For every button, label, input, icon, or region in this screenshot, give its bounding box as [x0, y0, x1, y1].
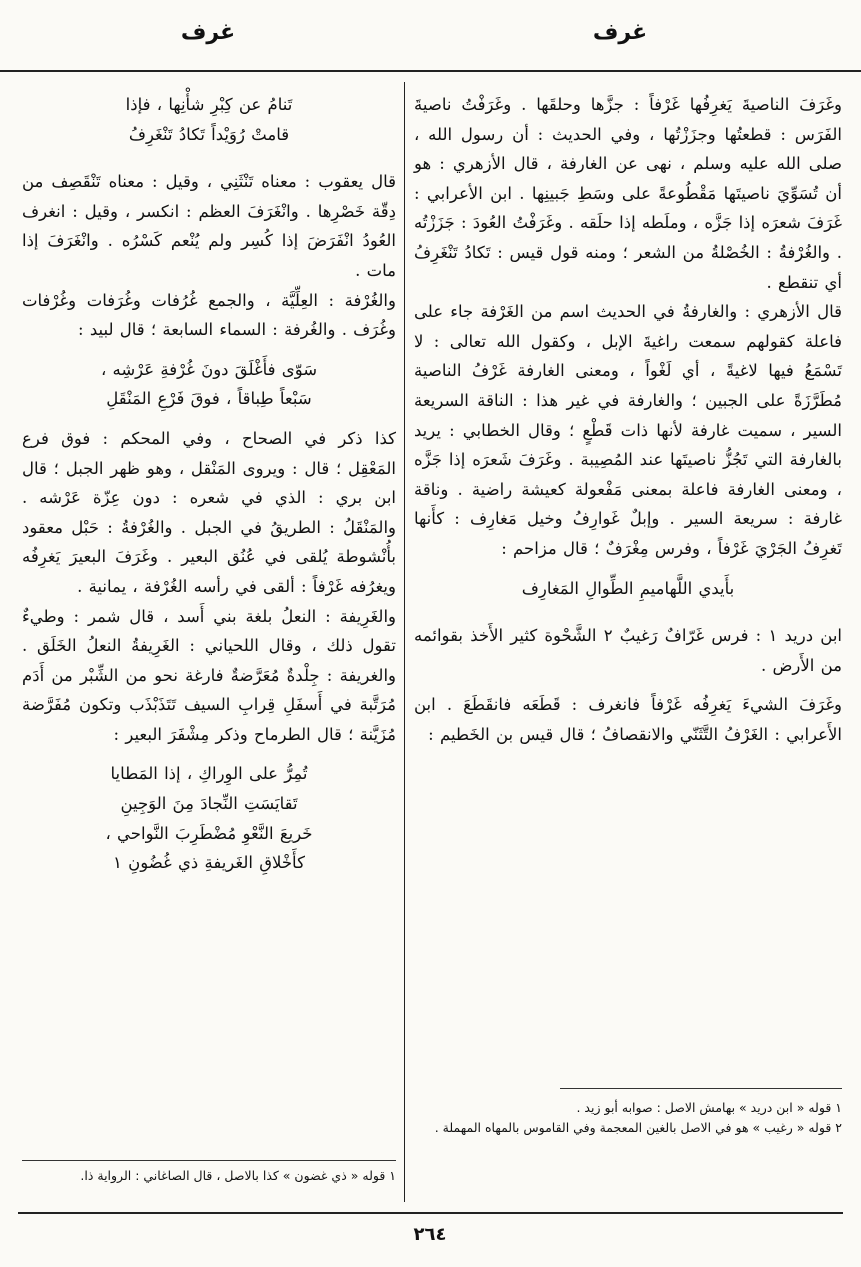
running-header-left: غرف: [180, 20, 236, 45]
verse-line: تُمِرُّ على الوِراكِ ، إذا المَطايا: [110, 764, 308, 784]
footnote-rule: [22, 1160, 396, 1161]
paragraph: وغَرَفَ الناصيةَ يَغرِفُها غَرْفاً : جزَّها وحلقَها . وغَرَفْتُ ناصيةَ الفَرَس : قطعتُها وجزَزْتُها ، وفي الحديث : أن رسول الله ، صلى الله عليه وسلم ، نهى عن الغارفة ، قال الأزهري : هو أن تُسَوِّيَ ناصيتَها مَقْطُوعةً على وسَطِ جَبينِها . ابن الأعرابي : غَرَفَ شعرَه إذا جَزَّه ، وملَطه إذا حلَقه . وغَرَفْتُ العُودَ : جَزَزْتُه . والغُرْفةُ : الخُصْلةُ من الشعر ؛ ومنه قول قيس : تَكادُ تَنْغَرِفُ أي تنقطع .: [414, 95, 842, 292]
paragraph: والغُرْفة : العِلِّيَّة ، والجمع غُرُفات وغُرَفات وغُرْفات وغُرَف . والغُرفة : السماء السابعة ؛ قال لبيد :: [22, 290, 396, 340]
paragraph: قال الأزهري : والغارفةُ في الحديث اسم من الغَرْفة جاء على فاعلة كقولهم سمعت راغيةَ الإبل ، وكقول الله تعالى : لا تَسْمَعُ فيها لاغيةً ، أي لَغْواً ، ومعنى الغارفة غَرْفُ الناصية مُطَرَّزَةً على الجبين ؛ والغارفة في غير هذا : الناقة السريعة السير ، سميت غارفة لأنها ذات قَطْعٍ ؛ وقال الخطابي : يريد بالغارفة التي تَجُزُّ ناصيتَها عند المُصِيبة . وغَرَفَ شَعرَه إذا جَزَّه ، ومعنى الغارفة فاعلة بمعنى مَفْعولة كعيشة راضية . وناقة غارفة : سريعة السير . وإبلٌ غَوارِفُ وخيل مَغارِف : كأَنها تَغرِفُ الجَرْيَ غَرْفاً ، وفرس مِغْرَفٌ ؛ قال مزاحم :: [414, 302, 842, 558]
column-divider: [404, 82, 405, 1202]
footer-rule: [18, 1212, 843, 1214]
verse-line: كأَخْلاقِ الغَريفةِ ذي غُضُونِ ١: [113, 853, 305, 873]
paragraph: والغَرِيفة : النعلُ بلغة بني أَسد ، قال شمر : وطيءٌ تقول ذلك ، وقال اللحياني : الغَرِيفةُ النعلُ الخَلَق . والغريفة : جِلْدةٌ مُعَرَّضةٌ فارغة نحو من الشِّبْر من أَدَم مُرَتَّبة في أَسفَلِ قِرابِ السيف تَتَذَبْذَب وتكون مُفَرَّضة مُزَيَّنة ؛ قال الطرماح وذكر مِشْفَرَ البعير :: [22, 606, 396, 744]
paragraph: قال يعقوب : معناه تَنْثَنِي ، وقيل : معناه تَنْقَصِف من دِقّة خَصْرِها . وانْغَرَفَ العظم : انكسر ، وقيل : انغرف العُودُ انْفَرَضَ إذا كُسِر ولم يُنْعم كَسْرُه . وانْغَرَفَ إذا مات .: [22, 172, 396, 280]
verse-line: سَبْعاً طِباقاً ، فوقَ فَرْعِ المَنْقَلِ: [106, 389, 312, 409]
page-number: ٢٦٤: [413, 1224, 447, 1245]
footnote: ١ قوله « ابن دريد » بهامش الاصل : صوابه أبو زيد .: [576, 1100, 842, 1115]
left-column: [22, 90, 396, 878]
verse-line: تَقايَسَتِ النِّجادَ مِنَ الوَجِينِ: [120, 794, 298, 814]
verse-line: تَنامُ عن كِبْرِ شأْنِها ، فإذا: [125, 95, 293, 114]
header-rule: [0, 70, 861, 72]
right-column: [414, 90, 842, 749]
left-footnotes: [22, 1166, 396, 1186]
running-header-right: غرف: [592, 20, 648, 45]
paragraph: وغَرَفَ الشيءَ يَغرِفُه غَرْفاً فانغرف : قَطَعَه فانقَطَعَ . ابن الأَعرابي : الغَرْفُ التَّثَنّي والانقصافُ ؛ قال قيس بن الخَطيم :: [414, 695, 842, 744]
footnote: ١ قوله « ذي غضون » كذا بالاصل ، قال الصاغاني : الرواية ذا.: [80, 1168, 396, 1183]
footnote: ٢ قوله « رغيب » هو في الاصل بالغين المعجمة وفي القاموس بالمهاه المهملة .: [434, 1120, 842, 1135]
paragraph: كذا ذكر في الصحاح ، وفي المحكم : فوق فرع المَعْقِل ؛ قال : ويروى المَنْقل ، وهو ظهر الجبل ؛ قال ابن بري : الذي في شعره : دون عِزّة عَرْشه . والمَنْقَلُ : الطريقُ في الجبل . والغُرْفةُ : حَبْل معقود بأُنْشوطة يُلقى في عُنُق البعير . وغَرَفَ البعيرَ يَغرِفُه ويغرُفه غَرْفاً : ألقى في رأسه الغُرْفة ، يمانية .: [22, 428, 396, 596]
right-footnotes: [414, 1098, 842, 1138]
verse-line: خَريعَ النَّعْوِ مُضْطَرِبَ النَّواحي ،: [105, 823, 313, 843]
paragraph: ابن دريد ١ : فرس غَرّافٌ رَغيبٌ ٢ الشَّحْوة كثير الأَخذ بقوائمه من الأَرض .: [414, 626, 842, 675]
verse-line: سَوّى فأَغْلَقَ دونَ غُرْفةِ عَرْشِه ،: [100, 359, 318, 379]
verse-line: قامتْ رُوَيْداً تَكادُ تَنْغَرِفُ: [128, 124, 290, 144]
verse-line: بأَيدي اللَّهاميمِ الطِّوالِ المَغارِف: [521, 578, 735, 598]
footnote-rule: [560, 1088, 842, 1089]
